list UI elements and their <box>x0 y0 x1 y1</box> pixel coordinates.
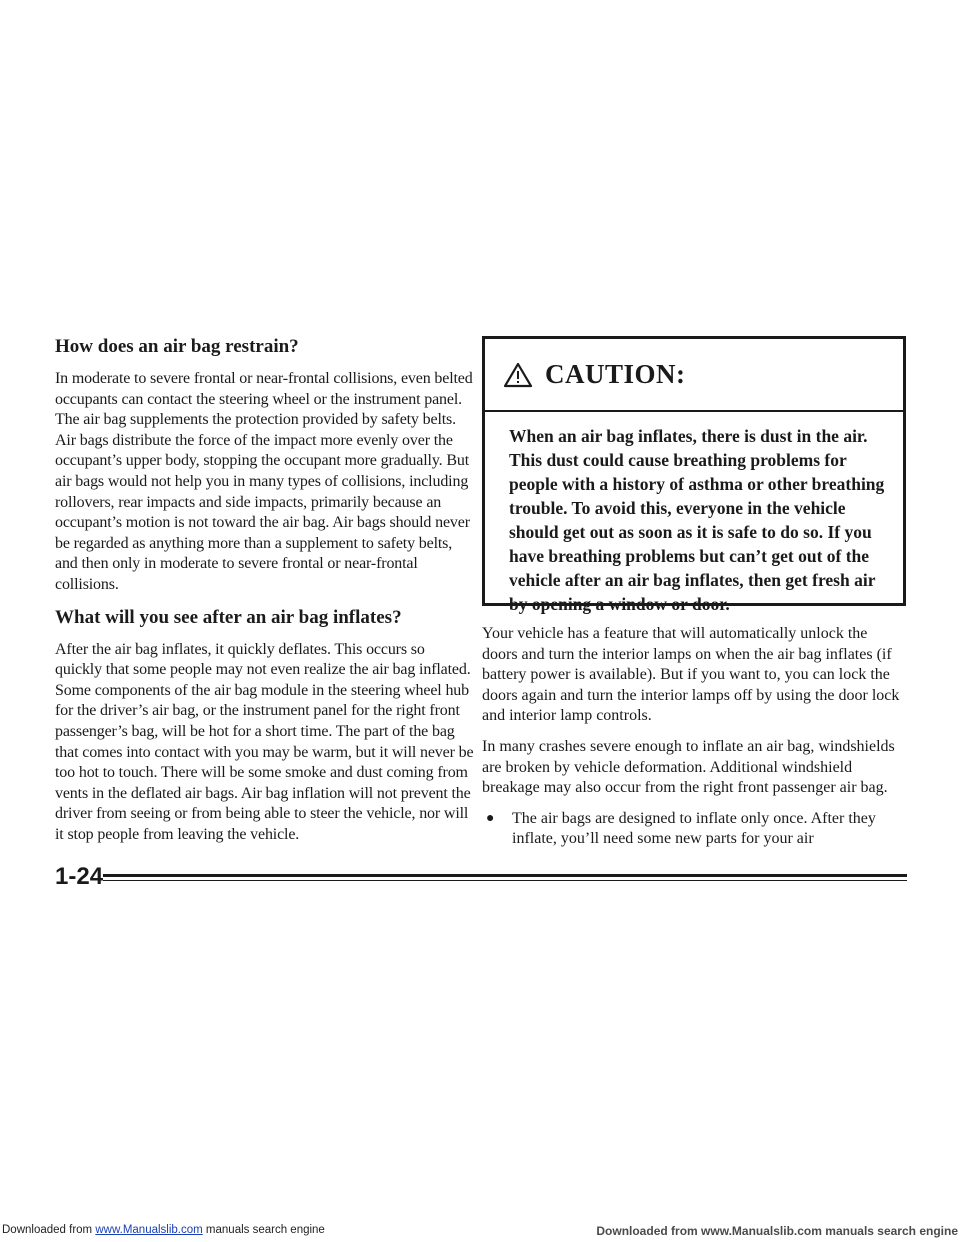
list-item <box>482 809 906 850</box>
paragraph-unlock: Your vehicle has a feature that will automatically unlock the doors and turn the interior lamps on when the air bag inflates (if battery power is available). But if you want to, you can lock the doors again and turn the interior lamps off by using the door lock and interior lamp controls. <box>482 625 900 725</box>
bullet-icon: ● <box>486 810 495 826</box>
page-number: 1-24 <box>55 863 104 890</box>
banner-suffix: manuals search engine <box>205 1224 325 1236</box>
left-column <box>55 335 475 855</box>
right-text <box>482 624 906 850</box>
banner-prefix: Downloaded from <box>2 1224 93 1236</box>
page-footer <box>55 863 907 890</box>
right-column <box>482 336 906 850</box>
bullet-text: The air bags are designed to inflate only once. After they inflate, you’ll need some new parts for your air <box>512 809 876 848</box>
paragraph-inflates: After the air bag inflates, it quickly deflates. This occurs so quickly that some people may not even realize the air bag inflated. Some components of the air bag module in the steering wheel hub for the driver’s air bag, or the instrument panel for the right front passenger’s bag, will be hot for a short time. The part of the bag that comes into contact with you may be warm, but it will never be too hot to touch. There will be some smoke and dust coming from vents in the deflated air bags. Air bag inflation will not prevent the driver from seeing or from being able to steer the vehicle, nor will it stop people from leaving the vehicle. <box>55 640 474 843</box>
caution-title: CAUTION: <box>545 359 686 389</box>
section-heading-restrain: How does an air bag restrain? <box>55 336 299 357</box>
footer-rule-thin <box>103 880 907 881</box>
manualslib-link[interactable]: www.Manualslib.com <box>95 1224 203 1236</box>
footer-rule <box>103 874 907 877</box>
section-heading-inflates: What will you see after an air bag inflates? <box>55 606 402 628</box>
paragraph-restrain: In moderate to severe frontal or near-frontal collisions, even belted occupants can contact the steering wheel or the instrument panel. The air bag supplements the protection provided by safety belts. Air bags distribute the force of the impact more evenly over the occupant’s upper body, stopping the occupant more gradually. But air bags would not help you in many types of collisions, including rollovers, rear impacts and side impacts, primarily because an occupant’s motion is not toward the air bag. Air bags should never be regarded as anything more than a supplement to safety belts, and then only in moderate to severe frontal or near-frontal collisions. <box>55 370 473 593</box>
banner-left <box>2 1224 325 1236</box>
caution-text: When an air bag inflates, there is dust in the air. This dust could cause breathing problems for people with a history of asthma or other breathing trouble. To avoid this, everyone in the vehicle should get out as soon as it is safe to do so. If you have breathing problems but can’t get out of the vehicle after an air bag inflates, then get fresh air by opening a window or door. <box>509 426 885 614</box>
caution-header <box>485 339 903 412</box>
caution-box <box>482 336 906 614</box>
paragraph-windshield: In many crashes severe enough to inflate an air bag, windshields are broken by vehicle deformation. Additional windshield breakage may also occur from the right front passenger air bag. <box>482 737 895 797</box>
warning-triangle-icon <box>503 362 533 388</box>
banner-right-mark: Downloaded from www.Manualslib.com manuals search engine <box>596 1224 958 1238</box>
